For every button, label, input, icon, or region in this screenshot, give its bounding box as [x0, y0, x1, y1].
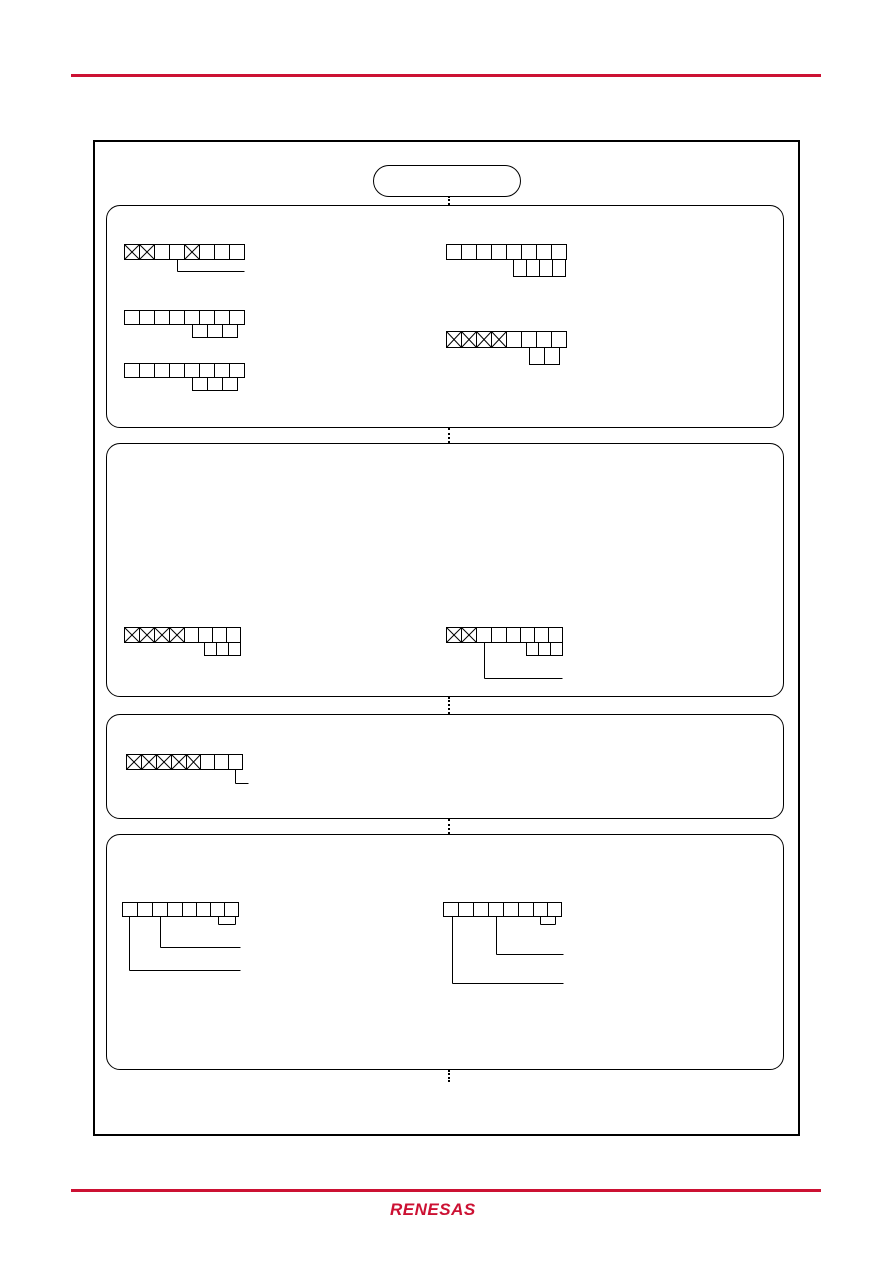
register-diagram	[126, 754, 252, 788]
register-diagram	[124, 244, 248, 276]
register-diagram	[446, 331, 570, 367]
connector	[448, 697, 450, 714]
flowchart-start-terminal	[373, 165, 521, 197]
register-diagram	[446, 627, 568, 683]
register-diagram	[124, 310, 248, 340]
footer-rule	[71, 1189, 821, 1192]
connector	[448, 819, 450, 834]
register-diagram	[124, 363, 248, 393]
register-diagram	[443, 902, 565, 988]
renesas-logo	[388, 1198, 504, 1220]
register-diagram	[446, 244, 570, 280]
register-diagram	[124, 627, 244, 659]
connector	[448, 428, 450, 443]
connector	[448, 1070, 450, 1082]
svg-text:RENESAS: RENESAS	[390, 1200, 476, 1219]
connector	[448, 196, 450, 205]
register-diagram	[122, 902, 244, 976]
header-rule	[71, 74, 821, 77]
